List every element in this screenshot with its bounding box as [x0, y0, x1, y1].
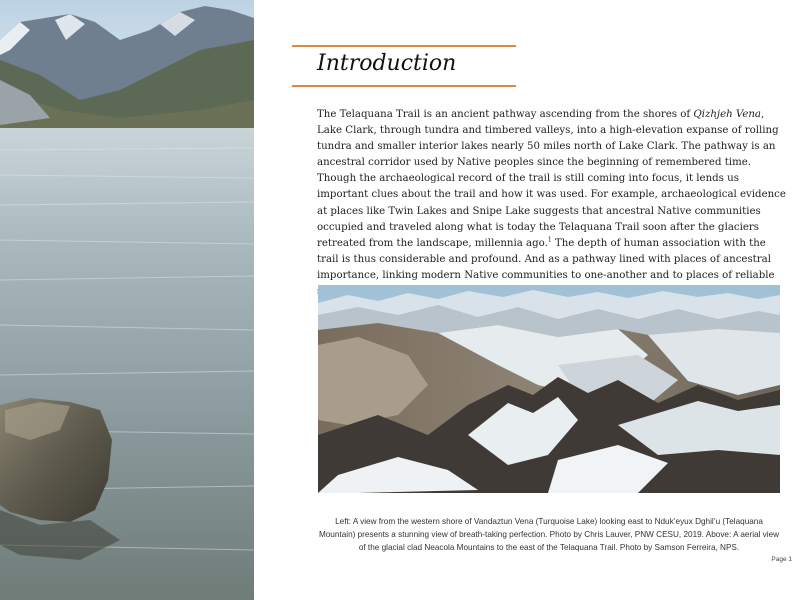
page-title: Introduction: [317, 51, 457, 76]
title-rule-top: [292, 45, 516, 47]
title-rule-bottom: [292, 85, 516, 87]
intro-text-3: The depth of human association with the trail is thus considerable and profound. And as a pathway lined with places of ancestral importance, linking modern Native communities to one-another and to places of reliable: [317, 237, 775, 281]
lake-photo: [0, 0, 254, 600]
intro-text-2: , Lake Clark, through tundra and timbered valleys, into a high-elevation expanse of rolling tundra and smaller interior lakes nearly 50 miles north of Lake Clark. The pathway is an ancestral corridor used by Native peoples since the beginning of remembered time. Though the archaeological record of the trail is still coming into focus, it lends us important clues about the trail and how it was used. For example, archaeological evidence at places like Twin Lakes and Snipe Lake suggests that ancestral Native communities occupied and traveled along what is today the Telaquana Trail soon after the glaciers retreated from the landscape, millennia ago.: [317, 109, 786, 249]
intro-text-1: The Telaquana Trail is an ancient pathway ascending from the shores of: [317, 109, 694, 120]
aerial-mountain-photo: [318, 285, 780, 493]
intro-place-name: Qizhjeh Vena: [693, 109, 762, 120]
intro-paragraph: [317, 107, 789, 300]
photo-caption: Left: A view from the western shore of Vandaztun Vena (Turquoise Lake) looking east to Nduk’eyux Dghil’u (Telaquana Mountain) presents a stunning view of breath-taking perfection. Photo by Chris Lauver, PNW CESU, 2019. Above: A aerial view of the glacial clad Neacola Mountains to the east of the Telaquana Trail. Photo by Samson Ferreira, NPS.: [318, 517, 780, 553]
footnote-ref[interactable]: 1: [547, 236, 552, 244]
page-number: Page 1: [771, 556, 792, 563]
